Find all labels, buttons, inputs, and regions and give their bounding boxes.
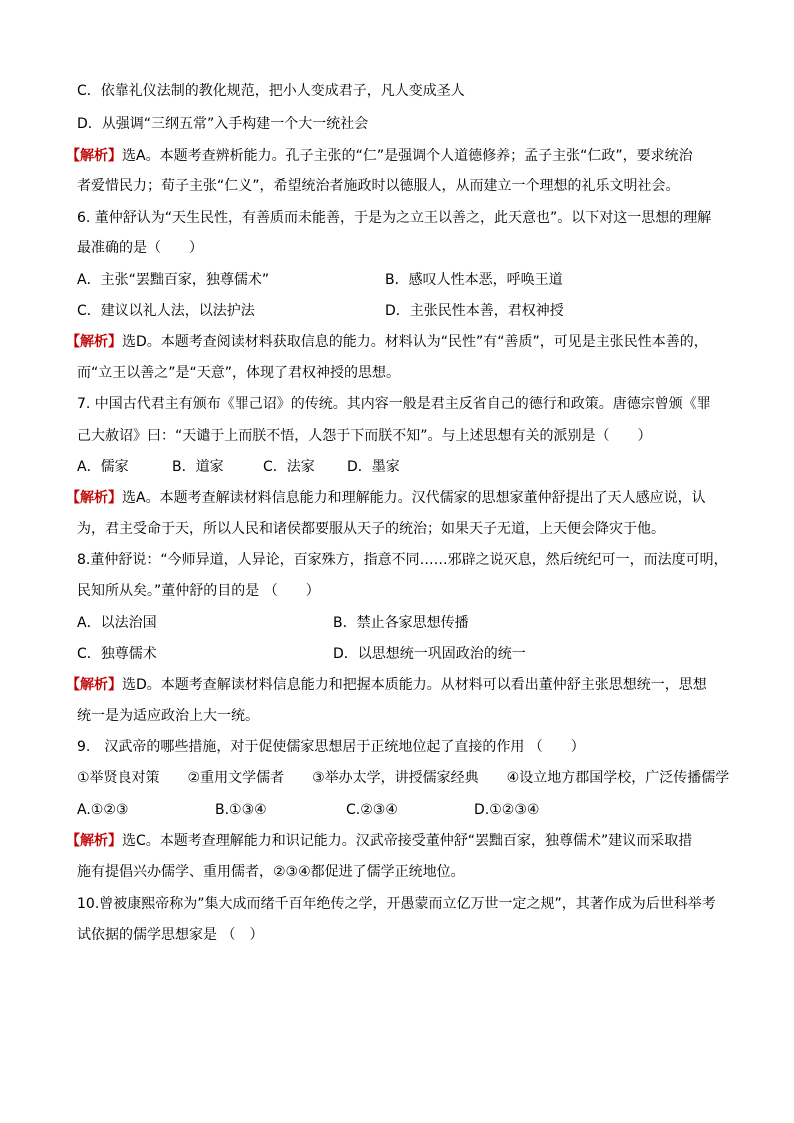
q8-stem-line-2: 民知所从矣。”董仲舒的目的是 （ ）: [77, 583, 320, 599]
q9-items: ①举贤良对策 ②重用文学儒者 ③举办太学，讲授儒家经典 ④设立地方郡国学校，广泛传播儒学: [77, 770, 730, 786]
q8-option-d: D．以思想统一巩固政治的统一: [333, 646, 526, 662]
q5-analysis-line-2: 者爱惜民力；荀子主张“仁义”，希望统治者施政时以德服人，从而建立一个理想的礼乐文明社会。: [77, 178, 680, 194]
q5-option-d: D．从强调“三纲五常”入手构建一个大一统社会: [77, 116, 369, 132]
q9-option-b: B.①③④: [215, 802, 267, 818]
q7-option-d: D．墨家: [347, 459, 400, 475]
q9-stem: 9. 汉武帝的哪些措施，对于促使儒家思想居于正统地位起了直接的作用 （ ）: [77, 739, 585, 755]
q6-stem-line-2: 最准确的是（ ）: [77, 240, 203, 256]
q6-option-a: A．主张“罢黜百家，独尊儒术”: [77, 272, 270, 288]
q8-option-b: B．禁止各家思想传播: [333, 615, 469, 631]
q8-stem-line-1: 8.董仲舒说：“今师异道，人异论，百家殊方，指意不同……邪辟之说灭息，然后统纪可一，而法度可明，: [77, 552, 728, 568]
q9-option-a: A.①②③: [77, 802, 129, 818]
q6-analysis-line-2: 而“立王以善之”是“天意”，体现了君权神授的思想。: [77, 365, 401, 381]
q5-analysis-line-1: 【解析】选A。本题考查辨析能力。孔子主张的“仁”是强调个人道德修养；孟子主张“仁政”，要求统治: [66, 148, 693, 164]
analysis-tag: 【解析】: [66, 490, 122, 506]
q6-option-c: C．建议以礼人法，以法护法: [77, 303, 255, 319]
q7-option-a: A．儒家: [77, 459, 129, 475]
q8-option-c: C．独尊儒术: [77, 646, 157, 662]
q8-analysis-line-1: 【解析】选D。本题考查解读材料信息能力和把握本质能力。从材料可以看出董仲舒主张思想统一，思想: [66, 677, 707, 693]
q7-option-b: B．道家: [172, 459, 224, 475]
q9-option-c: C.②③④: [346, 802, 398, 818]
q6-analysis-line-1: 【解析】选D。本题考查阅读材料获取信息的能力。材料认为“民性”有“善质”，可见是主张民性本善的，: [66, 334, 708, 350]
q8-option-a: A．以法治国: [77, 615, 157, 631]
q7-stem-line-2: 己大赦诏》曰：“天谴于上而朕不悟，人怨于下而朕不知”。与上述思想有关的派别是（ ）: [77, 428, 652, 444]
q9-option-d: D.①②③④: [474, 802, 540, 818]
q6-stem-line-1: 6. 董仲舒认为“天生民性，有善质而未能善，于是为之立王以善之，此天意也”。以下对这一思想的理解: [77, 210, 712, 226]
q10-stem-line-2: 试依据的儒学思想家是 （ ）: [77, 927, 264, 943]
analysis-tag: 【解析】: [66, 677, 122, 693]
q6-option-b: B．感叹人性本恶，呼唤王道: [385, 272, 563, 288]
q9-analysis-line-1: 【解析】选C。本题考查理解能力和识记能力。汉武帝接受董仲舒“罢黜百家，独尊儒术”建议而采取措: [66, 833, 693, 849]
q7-option-c: C．法家: [263, 459, 315, 475]
analysis-tag: 【解析】: [66, 334, 122, 350]
q5-option-c: C．依靠礼仪法制的教化规范，把小人变成君子，凡人变成圣人: [77, 83, 465, 99]
q7-stem-line-1: 7. 中国古代君主有颁布《罪己诏》的传统。其内容一般是君主反省自己的德行和政策。唐德宗曾颁《罪: [77, 396, 711, 412]
q7-analysis-line-2: 为，君主受命于天，所以人民和诸侯都要服从天子的统治；如果天子无道，上天便会降灾于他。: [77, 521, 665, 537]
q9-analysis-line-2: 施有提倡兴办儒学、重用儒者，②③④都促进了儒学正统地位。: [77, 864, 465, 880]
q10-stem-line-1: 10.曾被康熙帝称为”集大成而绪千百年绝传之学，开愚蒙而立亿万世一定之规”，其著作成为后世科举考: [77, 896, 716, 912]
q8-analysis-line-2: 统一是为适应政治上大一统。: [77, 708, 259, 724]
analysis-tag: 【解析】: [66, 148, 122, 164]
q7-analysis-line-1: 【解析】选A。本题考查解读材料信息能力和理解能力。汉代儒家的思想家董仲舒提出了天人感应说，认: [66, 490, 706, 506]
q6-option-d: D．主张民性本善，君权神授: [385, 303, 564, 319]
analysis-tag: 【解析】: [66, 833, 122, 849]
